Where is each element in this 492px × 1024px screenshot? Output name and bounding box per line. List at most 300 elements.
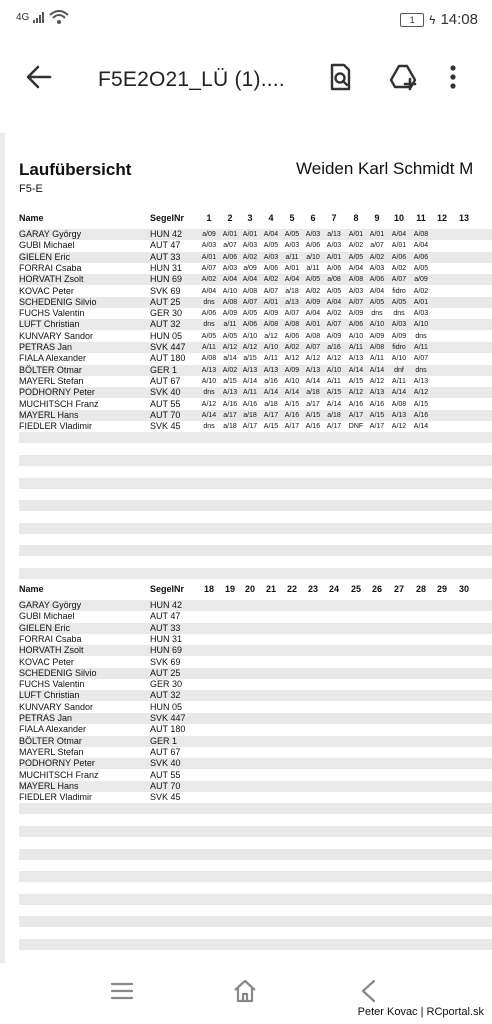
pdf-page <box>5 133 492 963</box>
empty-row <box>19 466 492 477</box>
empty-row <box>19 928 492 939</box>
sail-number: HUN 31 <box>150 262 183 273</box>
table-row <box>19 353 492 364</box>
home-icon[interactable] <box>231 977 259 1005</box>
heat-header: 22 <box>286 584 297 594</box>
heat-result: A/04 <box>348 264 364 272</box>
heat-result: A/17 <box>242 423 258 431</box>
heat-result: A/14 <box>348 366 364 374</box>
heat-result: A/04 <box>369 287 385 295</box>
pilot-name: GUBI Michael <box>19 611 75 622</box>
table-row <box>19 274 492 285</box>
sail-number: HUN 69 <box>150 274 183 285</box>
heat-result: A/15 <box>284 400 300 408</box>
heat-result: A/09 <box>222 310 238 318</box>
heat-result: dns <box>415 366 427 374</box>
heat-result: A/16 <box>242 400 258 408</box>
heat-result: A/07 <box>201 264 217 272</box>
status-left <box>16 10 69 24</box>
pilot-name: KOVAC Peter <box>19 285 74 296</box>
heat-result: A/01 <box>305 321 321 329</box>
add-to-drive-icon[interactable] <box>389 62 419 92</box>
event-name: Weiden Karl Schmidt M <box>296 159 474 178</box>
sail-number: HUN 69 <box>150 645 183 656</box>
heat-result: A/01 <box>413 298 429 306</box>
sail-number: AUT 47 <box>150 611 181 622</box>
heat-result: A/03 <box>242 242 258 250</box>
heat-result: A/12 <box>348 389 364 397</box>
pilot-name: SCHEDENIG Silvio <box>19 667 97 678</box>
heat-result: A/01 <box>284 264 300 272</box>
sail-number: AUT 180 <box>150 353 186 364</box>
heat-result: A/10 <box>242 332 258 340</box>
heat-result: A/07 <box>305 344 321 351</box>
heat-result: A/08 <box>222 298 238 306</box>
heat-result: A/02 <box>263 276 279 284</box>
heat-result: A/04 <box>242 276 258 284</box>
table-row <box>19 263 492 274</box>
heat-header: 3 <box>247 213 253 223</box>
heat-result: A/04 <box>391 231 407 238</box>
heat-result: A/11 <box>370 355 384 363</box>
pilot-name: MUCHITSCH Franz <box>19 769 99 780</box>
heat-header: 21 <box>265 584 276 594</box>
heat-result: A/03 <box>391 321 407 329</box>
sail-number: AUT 180 <box>150 724 186 735</box>
sail-number: SVK 69 <box>150 656 181 667</box>
heat-result: A/10 <box>413 321 429 329</box>
heat-result: A/12 <box>222 344 238 351</box>
heat-header: 13 <box>458 213 469 223</box>
heat-result: A/13 <box>305 366 321 374</box>
heat-result: A/10 <box>284 377 300 385</box>
heat-result: A/11 <box>327 377 341 385</box>
heat-result: A/10 <box>222 287 238 295</box>
heat-result: A/11 <box>349 344 363 351</box>
table-row <box>19 229 492 240</box>
empty-row <box>19 939 492 950</box>
heat-result: A/02 <box>348 242 364 250</box>
heat-result: A/13 <box>242 366 258 374</box>
empty-row <box>19 950 492 961</box>
heat-result: A/08 <box>413 231 429 238</box>
empty-row <box>19 545 492 556</box>
pilot-name: MAYERL Hans <box>19 780 79 791</box>
heat-result: A/14 <box>326 400 342 408</box>
heat-result: A/12 <box>391 423 407 431</box>
heat-result: A/17 <box>348 411 364 419</box>
heat-header: 9 <box>374 213 380 223</box>
sail-number: SVK 40 <box>150 387 181 398</box>
sail-number: AUT 47 <box>150 240 181 251</box>
heat-result: A/10 <box>201 377 217 385</box>
heat-result: A/09 <box>326 332 342 340</box>
heat-result: A/03 <box>326 242 342 250</box>
menu-icon[interactable] <box>108 977 136 1005</box>
heat-result: fidro <box>392 344 406 351</box>
empty-row <box>19 523 492 534</box>
heat-result: A/02 <box>305 287 321 295</box>
heat-result: A/08 <box>348 276 364 284</box>
heat-result: A/01 <box>348 231 364 238</box>
sail-number: AUT 55 <box>150 769 181 780</box>
empty-row <box>19 512 492 523</box>
heat-result: A/17 <box>263 411 279 419</box>
table-row <box>19 634 492 645</box>
heat-result: a/07 <box>370 242 384 250</box>
heat-result: a/16 <box>264 377 278 385</box>
heat-header: 30 <box>458 584 469 594</box>
app-bar <box>0 44 492 116</box>
heat-result: A/03 <box>284 242 300 250</box>
table-row <box>19 399 492 410</box>
heat-result: A/05 <box>305 276 321 284</box>
heat-result: A/12 <box>305 355 321 363</box>
heat-result: A/01 <box>263 298 279 306</box>
heat-result: A/05 <box>242 310 258 318</box>
heat-result: A/03 <box>413 310 429 318</box>
sail-number: AUT 32 <box>150 319 181 330</box>
search-document-icon[interactable] <box>325 62 355 92</box>
empty-row <box>19 837 492 848</box>
pilot-name: PETRAS Jan <box>19 713 73 723</box>
heat-result: A/15 <box>326 389 342 397</box>
heat-result: A/11 <box>414 344 428 351</box>
pilot-name: FUCHS Valentin <box>19 308 85 319</box>
heat-result: A/12 <box>242 344 258 351</box>
heat-result: A/09 <box>391 332 407 340</box>
pdf-viewer[interactable] <box>0 133 492 963</box>
heat-result: A/08 <box>369 344 385 351</box>
heat-result: A/02 <box>369 253 385 261</box>
heat-result: A/16 <box>284 411 300 419</box>
pilot-name: MUCHITSCH Franz <box>19 398 99 409</box>
network-label: 4G <box>16 11 30 23</box>
pilot-name: GUBI Michael <box>19 240 75 251</box>
heat-result: A/16 <box>348 400 364 408</box>
heat-result: fidro <box>392 287 406 295</box>
empty-row <box>19 478 492 489</box>
heat-result: A/04 <box>284 276 300 284</box>
pilot-name: KUNVARY Sandor <box>19 330 94 341</box>
back-icon[interactable] <box>355 977 383 1005</box>
heat-result: A/09 <box>348 310 364 318</box>
heat-result: a/12 <box>264 332 278 340</box>
status-right <box>400 11 478 28</box>
table-row <box>19 252 492 263</box>
heat-result: A/02 <box>242 253 258 261</box>
heat-result: A/04 <box>413 242 429 250</box>
pilot-name: PETRAS Jan <box>19 342 73 352</box>
heat-result: A/03 <box>222 264 238 272</box>
empty-row <box>19 432 492 443</box>
pilot-name: FORRAI Csaba <box>19 633 82 644</box>
heat-result: a/18 <box>306 389 320 397</box>
heat-result: a/11 <box>306 264 320 272</box>
heat-result: A/14 <box>369 366 385 374</box>
heat-result: A/09 <box>369 332 385 340</box>
heat-header: 6 <box>310 213 316 223</box>
table-row <box>19 623 492 634</box>
heat-result: A/05 <box>348 253 364 261</box>
pilot-name: MAYERL Stefan <box>19 746 84 757</box>
heat-result: A/05 <box>413 264 429 272</box>
heat-result: A/04 <box>222 276 238 284</box>
table-row <box>19 702 492 713</box>
heat-result: dns <box>393 310 405 318</box>
empty-row <box>19 500 492 511</box>
table-row <box>19 331 492 342</box>
heat-result: A/13 <box>201 366 217 374</box>
heat-header: 19 <box>224 584 235 594</box>
table-row <box>19 679 492 690</box>
empty-row <box>19 860 492 871</box>
sail-number: SVK 447 <box>150 713 186 723</box>
pilot-name: KOVAC Peter <box>19 656 74 667</box>
heat-result: a/09 <box>243 264 257 272</box>
empty-row <box>19 803 492 814</box>
table-row <box>19 342 492 353</box>
heat-result: A/15 <box>369 411 385 419</box>
table-row <box>19 713 492 724</box>
sail-number: SVK 40 <box>150 758 181 769</box>
table-row <box>19 421 492 432</box>
heat-result: A/02 <box>201 276 217 284</box>
heat-result: A/17 <box>284 423 300 431</box>
table-row <box>19 770 492 781</box>
heat-result: a/13 <box>285 298 299 306</box>
heat-result: A/03 <box>201 242 217 250</box>
heat-result: A/05 <box>222 332 238 340</box>
empty-row <box>19 905 492 916</box>
signal-icon <box>33 12 45 23</box>
heat-result: A/17 <box>326 423 342 431</box>
table-row <box>19 758 492 769</box>
heat-result: A/06 <box>201 310 217 318</box>
heat-result: A/16 <box>305 423 321 431</box>
charging-icon: ϟ <box>429 12 436 27</box>
pilot-name: FIALA Alexander <box>19 353 87 364</box>
table-row <box>19 736 492 747</box>
pilot-name: GARAY György <box>19 600 82 610</box>
pilot-name: HORVATH Zsolt <box>19 645 84 656</box>
heat-result: A/01 <box>391 242 407 250</box>
sail-number: SVK 45 <box>150 792 181 803</box>
heat-result: A/03 <box>305 231 321 238</box>
pilot-name: SCHEDENIG Silvio <box>19 296 97 307</box>
heat-result: A/09 <box>305 298 321 306</box>
heat-result: A/07 <box>391 276 407 284</box>
sail-number: HUN 05 <box>150 330 183 341</box>
empty-row <box>19 894 492 905</box>
heat-result: DNF <box>348 423 364 431</box>
heat-result: a/10 <box>306 253 320 261</box>
heat-result: A/17 <box>369 423 385 431</box>
heat-result: A/07 <box>413 355 429 363</box>
heat-result: A/02 <box>326 310 342 318</box>
heat-result: A/10 <box>369 321 385 329</box>
heat-result: A/01 <box>201 253 217 261</box>
heat-header: 23 <box>307 584 318 594</box>
empty-row <box>19 916 492 927</box>
table-row <box>19 781 492 792</box>
table-row <box>19 240 492 251</box>
empty-row <box>19 871 492 882</box>
heat-header: 7 <box>331 213 337 223</box>
sail-number: AUT 25 <box>150 296 181 307</box>
table-row <box>19 387 492 398</box>
sail-number: GER 1 <box>150 364 178 375</box>
heat-result: A/10 <box>326 366 342 374</box>
pilot-name: FORRAI Csaba <box>19 262 82 273</box>
empty-row <box>19 444 492 455</box>
heat-result: dns <box>203 423 215 431</box>
heat-result: A/06 <box>284 332 300 340</box>
heat-result: A/02 <box>391 264 407 272</box>
heat-result: A/14 <box>284 389 300 397</box>
pilot-name: PODHORNY Peter <box>19 758 95 769</box>
heat-result: A/05 <box>284 231 300 238</box>
heat-result: A/04 <box>263 231 279 238</box>
heat-result: A/14 <box>391 389 407 397</box>
heat-result: A/13 <box>263 366 279 374</box>
heat-result: A/05 <box>263 242 279 250</box>
table-row <box>19 690 492 701</box>
heat-result: A/12 <box>284 355 300 363</box>
table-row <box>19 645 492 656</box>
heat-result: A/12 <box>369 377 385 385</box>
heat-result: dns <box>415 332 427 340</box>
sail-number: HUN 42 <box>150 229 183 239</box>
table-row <box>19 600 492 611</box>
heat-result: A/04 <box>305 310 321 318</box>
heat-result: A/14 <box>242 377 258 385</box>
heat-result: a/17 <box>223 411 237 419</box>
sail-number: HUN 31 <box>150 633 183 644</box>
heat-result: a/08 <box>327 276 341 284</box>
heat-result: A/06 <box>369 276 385 284</box>
table-row <box>19 410 492 421</box>
sail-number: GER 30 <box>150 679 183 690</box>
table-row <box>19 792 492 803</box>
back-arrow-icon[interactable] <box>22 60 56 94</box>
pilot-name: FIEDLER Vladimir <box>19 421 93 432</box>
heat-result: A/07 <box>284 310 300 318</box>
heat-result: A/13 <box>413 377 429 385</box>
heat-result: A/01 <box>369 231 385 238</box>
heat-header: 10 <box>393 213 404 223</box>
heat-result: a/17 <box>306 400 320 408</box>
heat-result: A/01 <box>326 253 342 261</box>
heat-result: A/08 <box>284 321 300 329</box>
heat-result: A/03 <box>348 287 364 295</box>
heat-result: A/15 <box>413 400 429 408</box>
header-sail: SegelNr <box>150 584 185 594</box>
pilot-name: GIELEN Eric <box>19 251 71 262</box>
pilot-name: FUCHS Valentin <box>19 679 85 690</box>
empty-row <box>19 534 492 545</box>
document-heading: Laufübersicht <box>19 160 132 179</box>
heat-result: dns <box>371 310 383 318</box>
heat-header: 27 <box>393 584 404 594</box>
pilot-name: PODHORNY Peter <box>19 387 95 398</box>
pilot-name: GIELEN Eric <box>19 622 71 633</box>
table-row <box>19 319 492 330</box>
pilot-name: MAYERL Stefan <box>19 375 84 386</box>
heat-result: A/04 <box>201 287 217 295</box>
more-options-icon[interactable] <box>448 62 458 92</box>
table-row <box>19 308 492 319</box>
heat-result: A/06 <box>348 321 364 329</box>
heat-header: 18 <box>203 584 214 594</box>
heat-result: dnf <box>394 366 404 374</box>
heat-result: A/10 <box>348 332 364 340</box>
heat-result: A/05 <box>369 298 385 306</box>
heat-result: A/15 <box>263 423 279 431</box>
heat-header: 26 <box>371 584 382 594</box>
heat-result: A/02 <box>222 366 238 374</box>
heat-result: A/08 <box>263 321 279 329</box>
table-row <box>19 611 492 622</box>
heat-result: dns <box>203 321 215 329</box>
heat-result: A/11 <box>392 377 406 385</box>
document-title: F5E2O21_LÜ (1).... <box>98 68 285 91</box>
heat-result: A/06 <box>222 253 238 261</box>
heat-result: A/12 <box>201 400 217 408</box>
heat-result: A/05 <box>201 332 217 340</box>
heat-result: a/11 <box>223 321 237 329</box>
heat-result: A/02 <box>284 344 300 351</box>
heat-result: A/13 <box>391 411 407 419</box>
heat-result: A/15 <box>305 411 321 419</box>
heat-result: dns <box>203 298 215 306</box>
sail-number: AUT 55 <box>150 398 181 409</box>
heat-result: A/11 <box>264 355 278 363</box>
table-row <box>19 747 492 758</box>
heat-header: 1 <box>206 213 212 223</box>
table-row <box>19 286 492 297</box>
heat-header: 12 <box>436 213 447 223</box>
table-row <box>19 365 492 376</box>
watermark: Peter Kovac | RCportal.sk <box>357 1006 484 1018</box>
empty-row <box>19 815 492 826</box>
heat-header: 24 <box>328 584 339 594</box>
sail-number: AUT 67 <box>150 746 181 757</box>
empty-row <box>19 489 492 500</box>
heat-header: 2 <box>227 213 233 223</box>
heat-result: A/08 <box>305 332 321 340</box>
wifi-icon <box>49 10 69 24</box>
heat-result: a/09 <box>202 231 216 238</box>
sail-number: HUN 42 <box>150 600 183 610</box>
heat-result: A/07 <box>326 321 342 329</box>
table-row <box>19 668 492 679</box>
header-name: Name <box>19 213 44 223</box>
pilot-name: FIALA Alexander <box>19 724 87 735</box>
heat-result: A/02 <box>413 287 429 295</box>
heat-header: 5 <box>289 213 295 223</box>
sail-number: SVK 69 <box>150 285 181 296</box>
heat-result: a/14 <box>223 355 237 363</box>
heat-result: a/15 <box>243 355 257 363</box>
sail-number: AUT 70 <box>150 409 181 420</box>
heat-result: A/06 <box>391 253 407 261</box>
class-label: F5-E <box>19 183 43 195</box>
heat-result: A/03 <box>263 253 279 261</box>
heat-result: A/05 <box>391 298 407 306</box>
empty-row <box>19 568 492 579</box>
heat-result: A/13 <box>222 389 238 397</box>
